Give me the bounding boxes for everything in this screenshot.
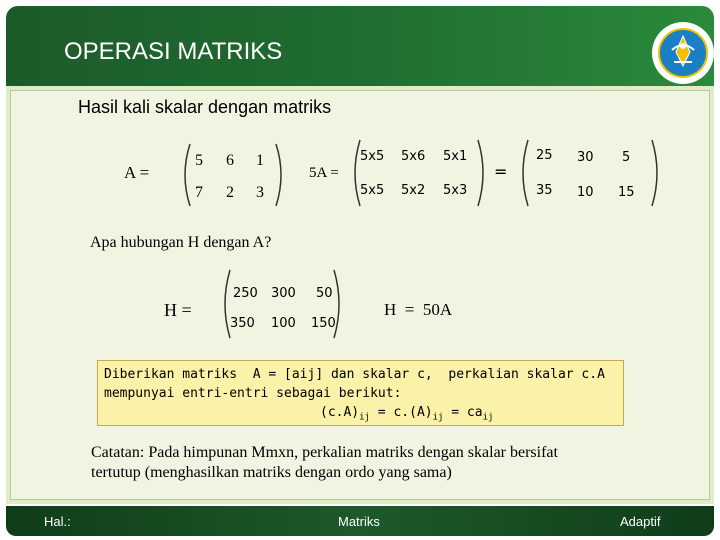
matrix-5a-cell: 5x1 [443,149,468,164]
question-text: Apa hubungan H dengan A? [90,234,272,251]
footer-page-label: Hal.: [44,514,71,529]
note-formula: $(c.A)_{ij} = c.(A)_{ij} = ca_{ij}$ [320,405,494,423]
matrix-h-label: H = [164,300,192,320]
footer-topic: Matriks [338,514,380,529]
matrix-a-cell: 7 [195,184,203,201]
matrix-h-cell: 300 [271,286,296,301]
matrix-a-cell: 3 [256,184,264,201]
matrix-5a-cell: 5x3 [443,183,468,198]
h-equation: H = 50A [384,300,453,319]
footer-adaptif: Adaptif [620,514,661,529]
matrix-a-left-bracket [176,142,196,208]
matrix-result-cell: 25 [536,148,553,163]
matrix-h-cell: 50 [316,286,333,301]
matrix-result-cell: 15 [618,185,635,200]
matrix-a-cell: 2 [226,184,234,201]
matrix-result-right-bracket [646,138,666,208]
matrix-a-right-bracket [270,142,290,208]
catatan-line-1: Catatan: Pada himpunan Mmxn, perkalian matriks dengan skalar bersifat [91,444,558,461]
matrix-a-cell: 5 [195,152,203,169]
matrix-a-cell: 6 [226,152,234,169]
matrix-h-cell: 100 [271,316,296,331]
section-subtitle: Hasil kali skalar dengan matriks [78,97,332,117]
matrix-result-cell: 5 [622,150,631,165]
equals-sign: = [494,162,508,181]
matrix-result-left-bracket [514,138,534,208]
tut-wuri-handayani-logo-icon [652,22,714,84]
matrix-5a-cell: 5x5 [360,183,385,198]
matrix-5a-right-bracket [472,138,492,208]
matrix-h-cell: 250 [233,286,258,301]
note-line-1: Diberikan matriks A = [aij] dan skalar c, perkalian skalar c.A [104,367,605,382]
matrix-result-cell: 10 [577,185,594,200]
matrix-5a-cell: 5x6 [401,149,426,164]
matrix-a-label: A = [124,163,150,182]
header-bar [6,6,714,86]
matrix-result-cell: 35 [536,183,553,198]
matrix-5a-label: 5A = [309,165,339,181]
footer-bar [6,506,714,536]
page-title: OPERASI MATRIKS [64,38,283,65]
catatan-line-2: tertutup (menghasilkan matriks dengan ordo yang sama) [91,464,452,481]
catatan-note [91,443,631,483]
matrix-h-cell: 150 [311,316,336,331]
matrix-5a-cell: 5x2 [401,183,426,198]
note-line-2: mempunyai entri-entri sebagai berikut: [104,386,402,401]
matrix-5a-cell: 5x5 [360,149,385,164]
matrix-result-cell: 30 [577,150,594,165]
matrix-a-cell: 1 [256,152,264,169]
matrix-h-cell: 350 [230,316,255,331]
